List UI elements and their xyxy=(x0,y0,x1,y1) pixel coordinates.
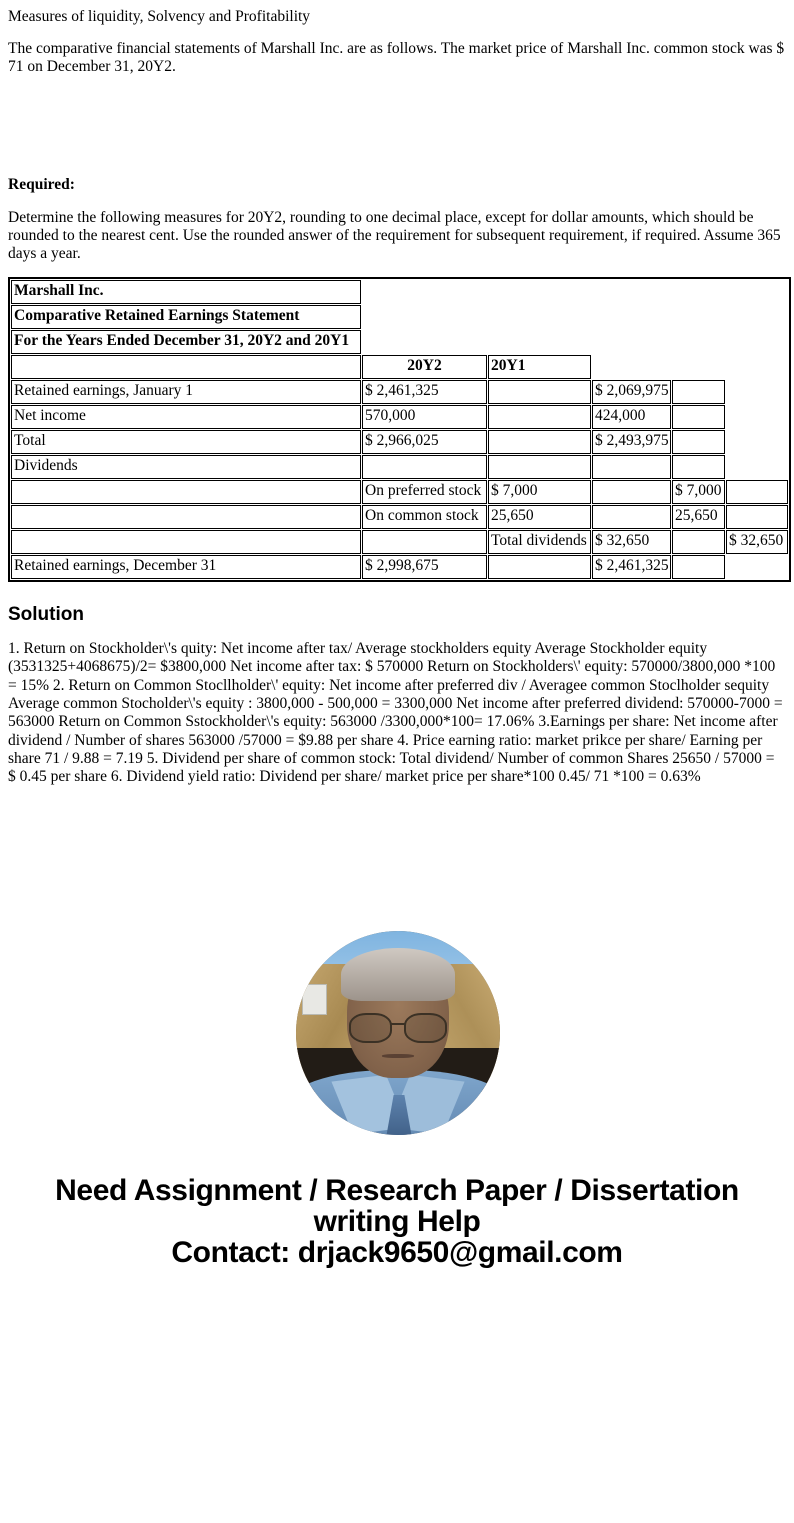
row-value-blank xyxy=(488,380,591,404)
row-value-y1: $ 2,461,325 xyxy=(592,555,671,579)
avatar-hair xyxy=(341,948,455,1001)
total-dividends-y1: $ 32,650 xyxy=(726,530,788,554)
spacer-cell xyxy=(726,455,788,479)
table-row xyxy=(11,455,788,479)
row-value-y2: $ 2,966,025 xyxy=(362,430,487,454)
spacer-cell xyxy=(362,305,788,329)
row-label: Dividends xyxy=(11,455,361,479)
avatar xyxy=(296,931,500,1135)
footer-line-2: writing Help xyxy=(313,1204,481,1238)
required-heading: Required: xyxy=(8,176,75,194)
row-value-blank xyxy=(488,455,591,479)
row-label xyxy=(11,530,361,554)
spacer-cell xyxy=(726,405,788,429)
spacer-cell xyxy=(362,280,788,304)
solution-heading: Solution xyxy=(8,603,84,625)
table-row xyxy=(11,405,788,429)
statement-name-cell: Comparative Retained Earnings Statement xyxy=(11,305,361,329)
table-row-column-headers xyxy=(11,355,788,379)
spacer-cell xyxy=(726,430,788,454)
company-name-cell: Marshall Inc. xyxy=(11,280,361,304)
table-row-dividend xyxy=(11,480,788,504)
dividend-trailing xyxy=(726,480,788,504)
dividend-value-y2: 25,650 xyxy=(488,505,591,529)
footer-line-3: Contact: drjack9650@gmail.com xyxy=(171,1235,623,1269)
dividend-blank xyxy=(592,480,671,504)
row-value-trailing xyxy=(672,405,725,429)
row-value-y1: $ 2,069,975 xyxy=(592,380,671,404)
table-row-final xyxy=(11,555,788,579)
footer-line-1: Need Assignment / Research Paper / Dissertation xyxy=(55,1174,739,1208)
row-value-y1 xyxy=(592,455,671,479)
row-value-blank xyxy=(488,555,591,579)
comparative-retained-earnings-table xyxy=(8,277,791,582)
spacer-cell xyxy=(726,555,788,579)
intro-paragraph: The comparative financial statements of Marshall Inc. are as follows. The market price of Marshall Inc. common stock was $ 71 on December 31, 20Y2. xyxy=(8,40,785,76)
row-value-y2: $ 2,461,325 xyxy=(362,380,487,404)
header-20y2-cell: 20Y2 xyxy=(362,355,487,379)
total-dividends-y2: $ 32,650 xyxy=(592,530,671,554)
table-row-statement-name xyxy=(11,305,788,329)
total-dividends-mid xyxy=(672,530,725,554)
spacer-cell xyxy=(362,330,788,354)
row-value-trailing xyxy=(672,430,725,454)
dividend-value-y1: 25,650 xyxy=(672,505,725,529)
required-paragraph: Determine the following measures for 20Y2, rounding to one decimal place, except for dollar amounts, which should be rounded to the nearest cent. Use the rounded answer of the requirement for subsequent requirement, if required. Assume 365 days a year. xyxy=(8,208,781,262)
row-value-y1: 424,000 xyxy=(592,405,671,429)
footer-contact-block xyxy=(8,1176,786,1292)
table-row xyxy=(11,430,788,454)
row-value-blank xyxy=(488,430,591,454)
row-value-y2: 570,000 xyxy=(362,405,487,429)
row-value-y2: $ 2,998,675 xyxy=(362,555,487,579)
dividend-type: On preferred stock xyxy=(362,480,487,504)
solution-paragraph: 1. Return on Stockholder\'s quity: Net income after tax/ Average stockholders equity Average Stockholder equity (3531325+4068675)/2= $3800,000 Net income after tax: $ 570000 Return on Stockholders\' equity: 570000/3800,000 *100 = 15% 2. Return on Common Stocllholder\' equity: Net income after preferred div / Averagee common Stoclholder sequity Average common Stocholder\'s equity : 3800,000 - 500,000 = 3300,000 Net income after preferred dividend: 570000-7000 = 563000 Return on Common Sstockholder\'s equity: 563000 /3300,000*100= 17.06% 3.Earnings per share: Net income after dividend / Number of shares 563000 /57000 = $9.88 per share 4. Price earning ratio: market prikce per share/ Earning per share 71 / 9.88 = 7.19 5. Dividend per share of common stock: Total dividend/ Number of common Shares 25650 / 57000 = $ 0.45 per share 6. Dividend yield ratio: Dividend per share/ market price per share*100 0.45/ 71 *100 = 0.63% xyxy=(8,640,783,786)
table-row-period xyxy=(11,330,788,354)
page-title: Measures of liquidity, Solvency and Profitability xyxy=(8,8,311,25)
spacer-cell xyxy=(592,355,788,379)
spacer-cell xyxy=(726,380,788,404)
avatar-zone xyxy=(8,786,786,1176)
avatar-mouth xyxy=(382,1054,415,1058)
row-value-trailing xyxy=(672,455,725,479)
table-row-total-dividends xyxy=(11,530,788,554)
row-value-y2 xyxy=(362,455,487,479)
row-value-y1: $ 2,493,975 xyxy=(592,430,671,454)
row-value-trailing xyxy=(672,555,725,579)
row-label xyxy=(11,480,361,504)
statement-table-wrap xyxy=(8,277,786,582)
avatar-eyeglass-right xyxy=(404,1013,447,1044)
dividend-value-y1: $ 7,000 xyxy=(672,480,725,504)
total-dividends-label: Total dividends xyxy=(488,530,591,554)
avatar-background-panel xyxy=(302,984,326,1015)
table-row xyxy=(11,380,788,404)
row-label: Net income xyxy=(11,405,361,429)
dividend-blank xyxy=(592,505,671,529)
avatar-eyeglass-left xyxy=(349,1013,392,1044)
row-value-blank xyxy=(488,405,591,429)
dividend-trailing xyxy=(726,505,788,529)
row-value-trailing xyxy=(672,380,725,404)
header-20y1-cell: 20Y1 xyxy=(488,355,591,379)
period-cell: For the Years Ended December 31, 20Y2 and 20Y1 xyxy=(11,330,361,354)
vertical-spacer xyxy=(8,90,786,176)
avatar-eyeglass-bridge xyxy=(390,1023,406,1025)
dividend-value-y2: $ 7,000 xyxy=(488,480,591,504)
total-dividends-blank xyxy=(362,530,487,554)
row-label: Total xyxy=(11,430,361,454)
row-label: Retained earnings, December 31 xyxy=(11,555,361,579)
table-row-dividend xyxy=(11,505,788,529)
header-blank-cell xyxy=(11,355,361,379)
row-label: Retained earnings, January 1 xyxy=(11,380,361,404)
table-row-company xyxy=(11,280,788,304)
row-label xyxy=(11,505,361,529)
dividend-type: On common stock xyxy=(362,505,487,529)
